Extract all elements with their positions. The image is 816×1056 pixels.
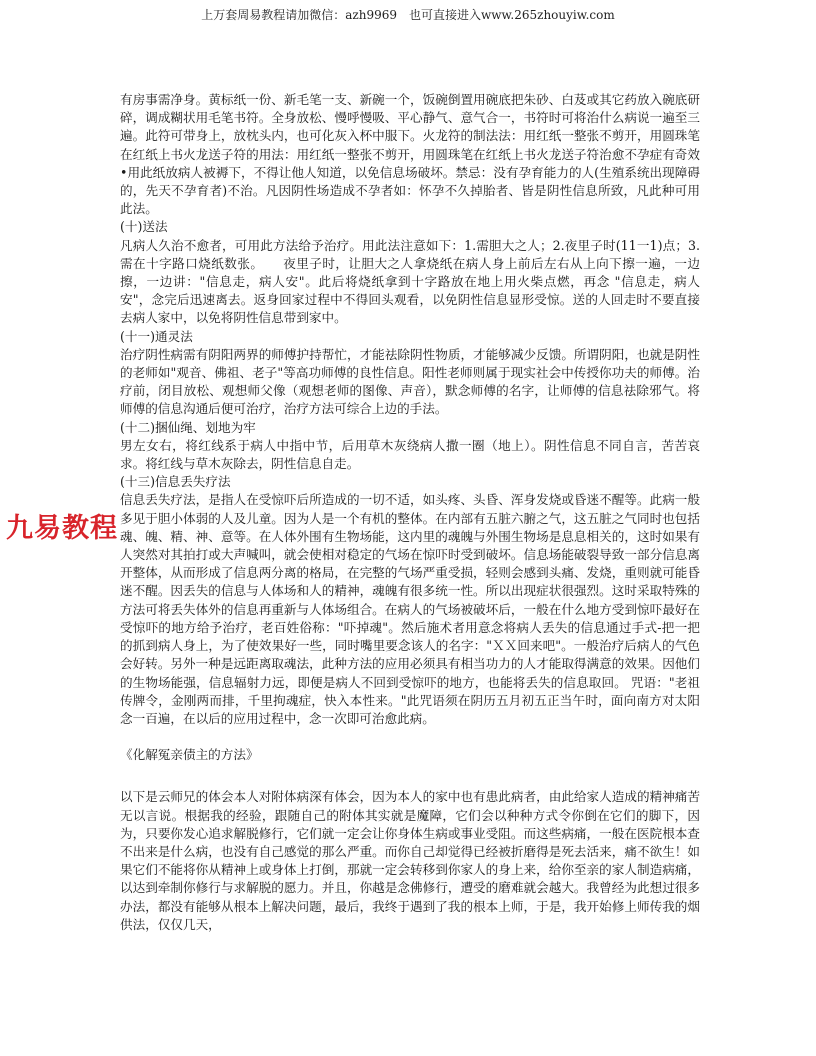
paragraph: 以下是云师兄的体会本人对附体病深有体会，因为本人的家中也有患此病者，由此给家人造成的精神痛苦无以言说。根据我的经验，跟随自己的附体其实就是魔障，它们会以种种方式令你倒在它们的脚下，因为，只要你发心追求解脱修行，它们就一定会让你身体生病或事业受阻。而这些病痛，一般在医院根本查不出来是什么病，也没有自己感觉的那么严重。而你自己却觉得已经被折磨得是死去活来，痛不欲生！如果它们不能将你从精神上或身体上打倒，那就一定会转移到你家人的身上来，给你至亲的家人制造病痛，以达到牵制你修行与求解脱的愿力。并且，你越是念佛修行，遭受的磨难就会越大。我曾经为此想过很多办法，都没有能够从根本上解决问题，最后，我终于遇到了我的根本上师，于是，我开始修上师传我的烟供法，仅仅几天，: [120, 789, 700, 932]
section-heading: (十)送法: [120, 219, 168, 235]
section-heading: (十一)通灵法: [120, 328, 193, 344]
paragraph: 男左女右，将红线系于病人中指中节，后用草木灰绕病人撒一圈（地上）。阴性信息不同自言，苦苦哀求。将红线与草木灰除去，阴性信息自走。: [120, 437, 700, 472]
section-heading: (十三)信息丢失疗法: [120, 474, 231, 490]
paragraph: 凡病人久治不愈者，可用此方法给予治疗。用此法注意如下：1.需胆大之人；2.夜里子时(11一1)点；3.需在十字路口烧纸数张。 夜里子时，让胆大之人拿烧纸在病人身上前后左右从上向下擦一遍，一边擦，一边讲："信息走，病人安"。此后将烧纸拿到十字路放在地上用火柴点燃，再念 "信息走，病人安"，念完后迅速离去。返身回家过程中不得回头观看，以免阴性信息显形受惊。送的人回走时不要直接去病人家中，以免将阴性信息带到家中。: [120, 237, 700, 326]
page-header: 上万套周易教程请加微信：azh9969 也可直接进入www.265zhouyiw.com: [201, 8, 615, 22]
paragraph: 治疗阴性病需有阴阳两界的师傅护持帮忙，才能祛除阴性物质，才能够减少反馈。所谓阴阳，也就是阴性的老师如"观音、佛祖、老子"等高功师傅的良性信息。阳性老师则属于现实社会中传授你功夫的师傅。治疗前，闭目放松、观想师父像（观想老师的图像、声音），默念师傅的名字，让师傅的信息祛除邪气。将师傅的信息沟通后便可治疗，治疗方法可综合上边的手法。: [120, 346, 700, 417]
paragraph: 信息丢失疗法，是指人在受惊吓后所造成的一切不适，如头疼、头昏、浑身发烧或昏迷不醒等。此病一般多见于胆小体弱的人及儿童。因为人是一个有机的整体。在内部有五脏六腑之气，这五脏之气同时也包括魂、魄、精、神、意等。在人体外围有生物场能，这内里的魂魄与外围生物场是息息相关的，这时如果有人突然对其拍打或大声喊叫，就会使相对稳定的气场在惊吓时受到破坏。信息场能破裂导致一部分信息离开整体，从而形成了信息两分离的格局，在完整的气场严重受损，轻则会感到头痛、发烧，重则就可能昏迷不醒。因丢失的信息与人体场和人的精神，魂魄有很多统一性。所以出现症状很强烈。这时采取特殊的方法可将丢失体外的信息再重新与人体场组合。在病人的气场被破坏后，一般在什么地方受到惊吓最好在受惊吓的地方给予治疗，老百姓俗称："吓掉魂"。然后施术者用意念将病人丢失的信息通过手式-把一把的抓到病人身上，为了使效果好一些，同时嘴里要念该人的名字："ＸＸ回来吧"。一般治疗后病人的气色会好转。另外一种是远距离取魂法，此种方法的应用必须具有相当功力的人才能取得满意的效果。因他们的生物场能强，信息辐射力远，即便是病人不回到受惊吓的地方，也能将丢失的信息取回。 咒语："老祖传牌令，金刚两而排，千里拘魂症，快入本性来。"此咒语须在阴历五月初五正当午时，面向南方对太阳念一百遍，在以后的应用过程中，念一次即可治愈此病。: [120, 492, 700, 726]
section-heading: (十二)捆仙绳、划地为牢: [120, 419, 256, 435]
paragraph: 有房事需净身。黄标纸一份、新毛笔一支、新碗一个，饭碗倒置用碗底把朱砂、白芨或其它药放入碗底研碎，调成糊状用毛笔书符。全身放松、慢呼慢吸、平心静气、意气合一，书符时可将治什么病说一遍至三遍。此符可带身上，放枕头内，也可化灰入杯中服下。火龙符的制法法：用红纸一整张不剪开，用圆珠笔在红纸上书火龙送子符的用法：用红纸一整张不剪开，用圆珠笔在红纸上书火龙送子符治愈不孕症有奇效•用此纸放病人被褥下，不得让他人知道，以免信息场破坏。禁忌：没有孕育能力的人(生殖系统出现障碍的，先天不孕育者)不治。凡因阴性场造成不孕者如：怀孕不久掉胎者、皆是阴性信息所致，凡此种可用此法。: [120, 92, 700, 217]
chapter-title: 《化解冤亲债主的方法》: [120, 747, 259, 763]
watermark-logo: 九易教程: [6, 513, 118, 544]
document-body: [120, 91, 700, 934]
